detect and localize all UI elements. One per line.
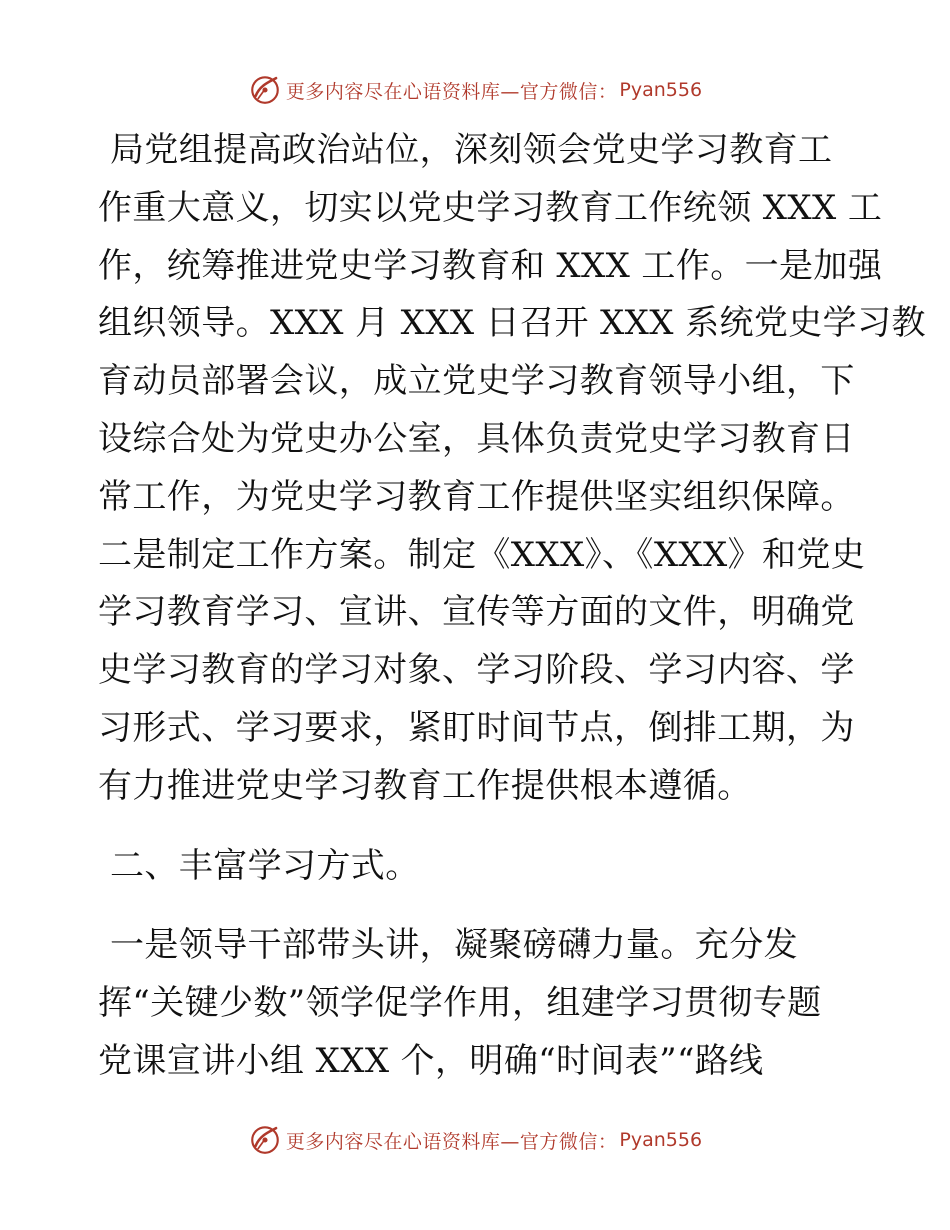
header-watermark (0, 70, 950, 110)
body-line-8: 二是制定工作方案。制定《XXX》、《XXX》和党史 (98, 534, 866, 575)
para2-line-1: 一是领导干部带头讲，凝聚磅礴力量。充分发 (110, 925, 798, 966)
body-line-5: 育动员部署会议，成立党史学习教育领导小组，下 (98, 361, 855, 402)
section-heading: 二、丰富学习方式。 (110, 845, 420, 886)
body-line-12: 有力推进党史学习教育工作提供根本遵循。 (98, 765, 752, 806)
body-line-2: 作重大意义，切实以党史学习教育工作统领 XXX 工 (98, 187, 883, 228)
watermark-text: 更多内容尽在心语资料库—官方微信： (285, 80, 618, 103)
body-line-6: 设综合处为党史办公室，具体负责党史学习教育日 (98, 418, 855, 459)
body-line-4: 组织领导。XXX 月 XXX 日召开 XXX 系统党史学习教 (98, 303, 926, 344)
body-line-10: 史学习教育的学习对象、学习阶段、学习内容、学 (98, 650, 855, 691)
para2-line-3: 党课宣讲小组 XXX 个，明确“时间表”“路线 (98, 1040, 764, 1081)
body-line-11: 习形式、学习要求，紧盯时间节点，倒排工期，为 (98, 707, 855, 748)
para2-line-2: 挥“关键少数”领学促学作用，组建学习贯彻专题 (98, 983, 822, 1024)
document-body (98, 122, 926, 1091)
body-line-7: 常工作，为党史学习教育工作提供坚实组织保障。 (98, 476, 855, 517)
watermark-text: 更多内容尽在心语资料库—官方微信： (285, 1130, 618, 1153)
body-line-1: 局党组提高政治站位，深刻领会党史学习教育工 (110, 130, 833, 170)
body-line-3: 作，统筹推进党史学习教育和 XXX 工作。一是加强 (98, 245, 883, 286)
footer-watermark (0, 1120, 950, 1160)
pen-swirl-logo-icon (248, 73, 282, 107)
body-line-9: 学习教育学习、宣讲、宣传等方面的文件，明确党 (98, 592, 855, 633)
watermark-wechat-id: Pyan556 (619, 79, 703, 101)
pen-swirl-logo-icon (248, 1123, 282, 1157)
watermark-wechat-id: Pyan556 (619, 1129, 703, 1151)
